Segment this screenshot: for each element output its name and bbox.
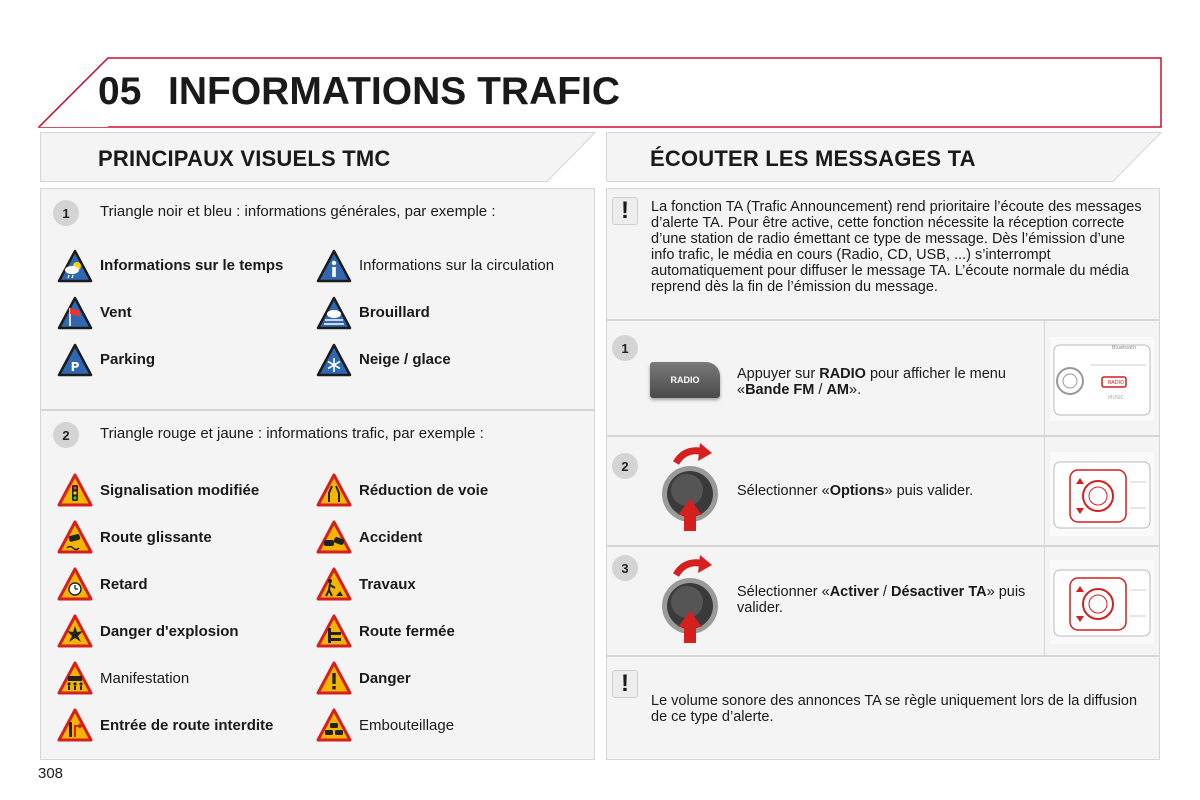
no-entry-icon: [57, 708, 93, 742]
warning-icon-2: !: [612, 670, 638, 698]
note2-text: Le volume sonore des annonces TA se règle uniquement lors de la diffusion de ce type d’alerte.: [651, 693, 1138, 725]
traffic-light-icon: [57, 473, 93, 507]
weather-icon: [57, 249, 93, 283]
sign-label-jam: Embouteillage: [359, 717, 455, 734]
note1-text: La fonction TA (Trafic Announcement) rend prioritaire l’écoute des messages d’alerte TA. Pour être active, cette fonction nécessite la réception correcte d’une station de radio émettant ce type de message. Dès l’émission d’une info trafic, le média en cours (Radio, CD, USB, ...) s’interrompt automatiquement pour diffuser le message TA. L’écoute normale du média reprend dès la fin de l’émission du message.: [651, 199, 1142, 295]
control-panel-knob-thumbnail-step3: [1050, 560, 1154, 644]
step1-number: 1: [612, 335, 638, 361]
rotary-knob-icon: [654, 441, 734, 531]
rotary-knob-icon-step3: [654, 553, 734, 643]
sign-label-no-entry: Entrée de route interdite: [100, 717, 274, 734]
sign-label-parking: Parking: [100, 351, 156, 368]
sign-label-accident: Accident: [359, 529, 423, 546]
fog-icon: [316, 296, 352, 330]
chapter-number: 05: [98, 70, 142, 113]
wind-icon: [57, 296, 93, 330]
sign-label-works: Travaux: [359, 576, 416, 593]
sign-label-fog: Brouillard: [359, 304, 430, 321]
sign-label-wind: Vent: [100, 304, 132, 321]
step3-number: 3: [612, 555, 638, 581]
sign-label-weather: Informations sur le temps: [100, 257, 284, 274]
step3-text: Sélectionner «Activer / Désactiver TA» puis valider.: [737, 584, 1026, 616]
sign-label-lane: Réduction de voie: [359, 482, 489, 499]
warning-icon: !: [612, 197, 638, 225]
step1-text: Appuyer sur RADIO pour afficher le menu «Bande FM / AM».: [737, 366, 1006, 398]
panel-label-bluetooth: Bluetooth: [1112, 345, 1137, 351]
parking-icon: [57, 343, 93, 377]
accident-icon: [316, 520, 352, 554]
step2-text: Sélectionner «Options» puis valider.: [737, 483, 974, 499]
page-title: INFORMATIONS TRAFIC: [168, 70, 621, 113]
steps-divider: [1044, 320, 1045, 656]
section2-number: 2: [53, 422, 79, 448]
sign-label-snow: Neige / glace: [359, 351, 451, 368]
left-section-title: PRINCIPAUX VISUELS TMC: [98, 146, 391, 171]
sign-label-slippery: Route glissante: [100, 529, 212, 546]
road-closed-icon: [316, 614, 352, 648]
svg-text:P: P: [70, 360, 80, 374]
sign-label-delay: Retard: [100, 576, 148, 593]
snowflake-icon: [316, 343, 352, 377]
explosion-icon: [57, 614, 93, 648]
panel-label-radio: RADIO: [1108, 380, 1124, 386]
sign-label-signalisation: Signalisation modifiée: [100, 482, 260, 499]
roadworks-icon: [316, 567, 352, 601]
clock-icon: [57, 567, 93, 601]
control-panel-knob-thumbnail: [1050, 452, 1154, 536]
control-panel-radio-thumbnail: [1050, 337, 1154, 421]
section2-intro: Triangle rouge et jaune : informations trafic, par exemple :: [100, 425, 484, 442]
sign-label-explosion: Danger d'explosion: [100, 623, 239, 640]
danger-icon: [316, 661, 352, 695]
right-section-title: ÉCOUTER LES MESSAGES TA: [650, 146, 976, 171]
sign-label-danger: Danger: [359, 670, 411, 687]
lane-reduction-icon: [316, 473, 352, 507]
sign-label-info: Informations sur la circulation: [359, 257, 555, 274]
section1-intro: Triangle noir et bleu : informations générales, par exemple :: [100, 203, 496, 220]
section1-number: 1: [53, 200, 79, 226]
radio-button-illustration: RADIO: [650, 362, 720, 398]
info-icon: [316, 249, 352, 283]
panel-label-music: MUSIC: [1108, 395, 1125, 401]
slippery-road-icon: [57, 520, 93, 554]
page-number: 308: [38, 765, 64, 782]
sign-label-closed: Route fermée: [359, 623, 455, 640]
traffic-jam-icon: [316, 708, 352, 742]
step2-number: 2: [612, 453, 638, 479]
demonstration-icon: [57, 661, 93, 695]
sign-label-demo: Manifestation: [100, 670, 190, 687]
